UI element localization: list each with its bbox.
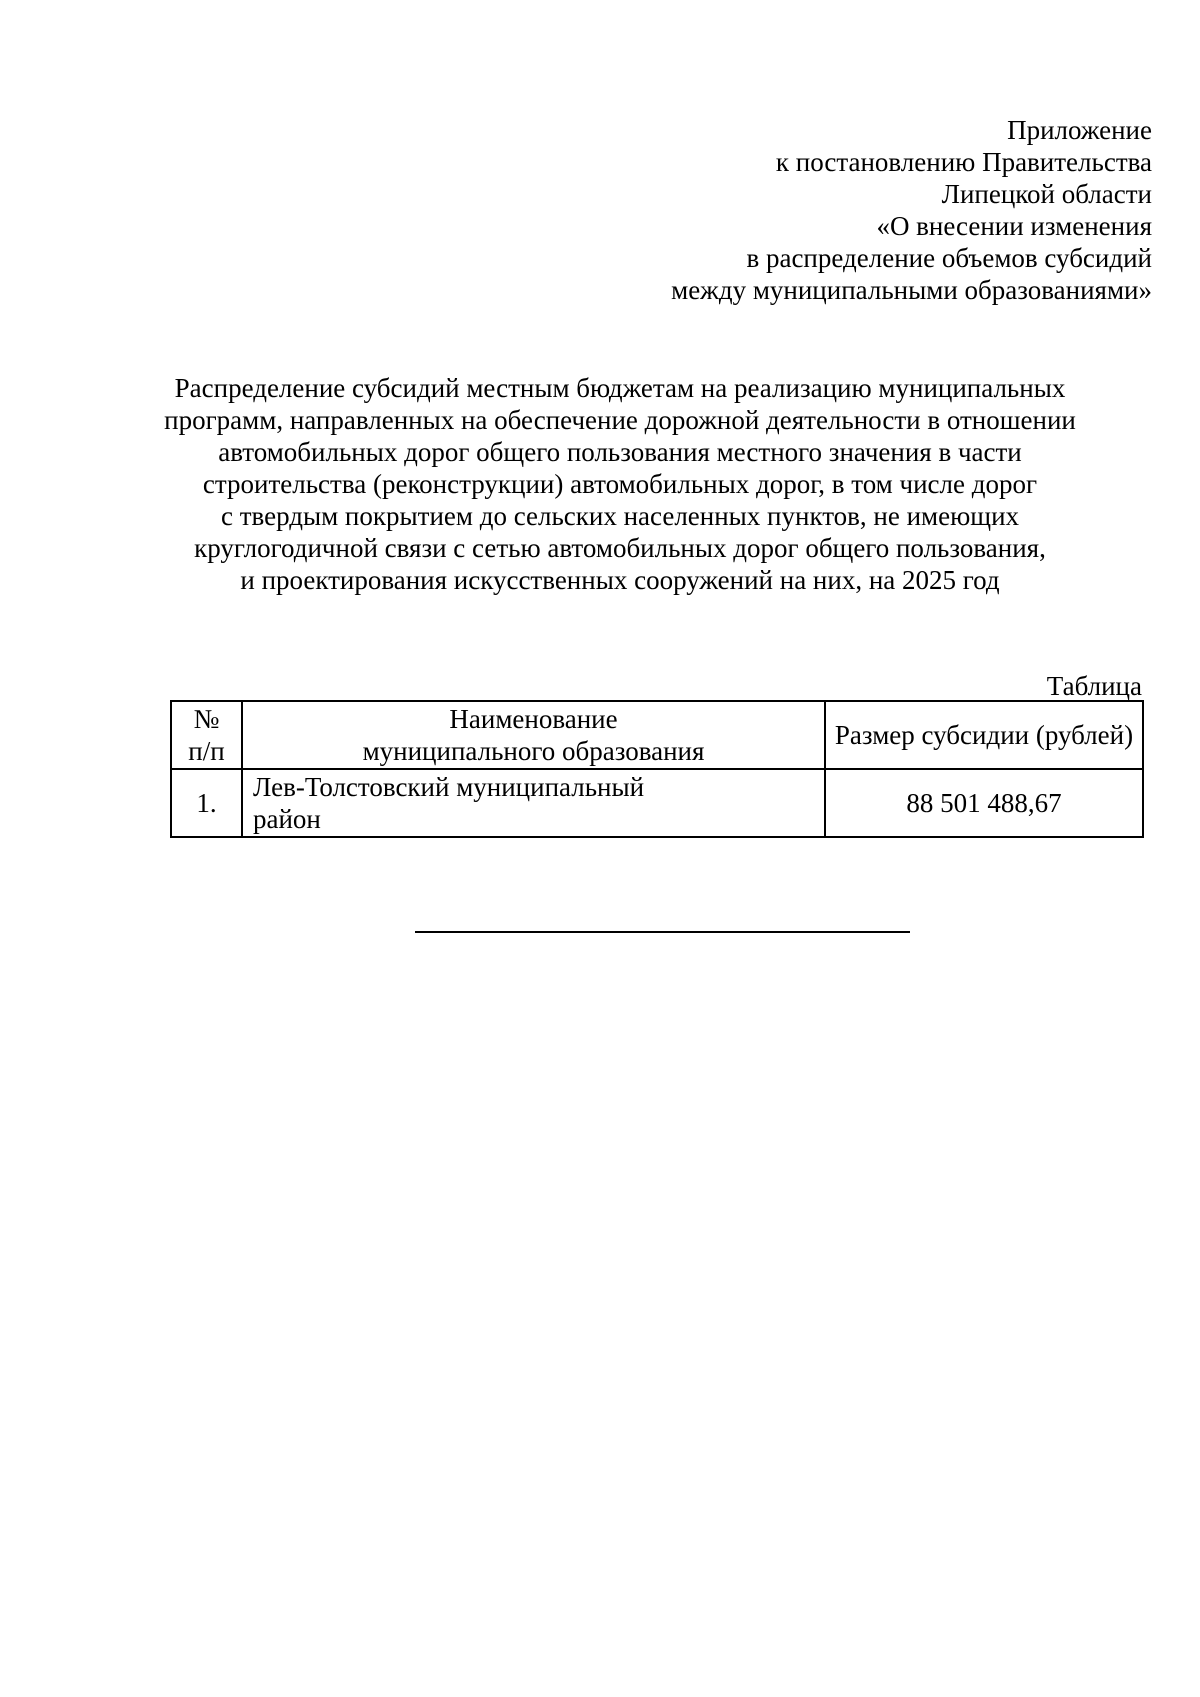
appendix-line: Приложение: [1007, 115, 1152, 145]
header-amount: Размер субсидии (рублей): [825, 701, 1143, 769]
closing-rule: [415, 931, 910, 933]
title-line: программ, направленных на обеспечение дорожной деятельности в отношении: [164, 405, 1076, 435]
row-name-cell: [242, 769, 825, 837]
header-number-symbol: №: [193, 704, 220, 734]
title-line: круглогодичной связи с сетью автомобильных дорог общего пользования,: [194, 533, 1046, 563]
title-line: и проектирования искусственных сооружений на них, на 2025 год: [240, 565, 1000, 595]
header-name-text: Наименование муниципального образования: [362, 704, 705, 766]
header-number-abbr: п/п: [188, 736, 225, 766]
table-label: Таблица: [1046, 671, 1142, 701]
title-line: Распределение субсидий местным бюджетам на реализацию муниципальных: [174, 373, 1066, 403]
title-line: с твердым покрытием до сельских населенных пунктов, не имеющих: [220, 501, 1020, 531]
appendix-line: к постановлению Правительства: [775, 147, 1152, 177]
appendix-line: «О внесении изменения: [876, 211, 1152, 241]
header-name: [242, 701, 825, 769]
row-number: 1.: [171, 769, 242, 837]
title-line: строительства (реконструкции) автомобильных дорог, в том числе дорог: [202, 469, 1038, 499]
appendix-block: [452, 114, 1152, 306]
row-name: Лев-Толстовский муниципальный район: [253, 772, 645, 834]
document-title: [120, 372, 1120, 596]
appendix-line: между муниципальными образованиями»: [671, 275, 1152, 305]
subsidy-table: [170, 700, 1144, 838]
table-row: [171, 769, 1143, 837]
appendix-line: Липецкой области: [941, 179, 1152, 209]
header-number: [171, 701, 242, 769]
appendix-line: в распределение объемов субсидий: [746, 243, 1152, 273]
title-line: автомобильных дорог общего пользования местного значения в части: [218, 437, 1022, 467]
table-header-row: [171, 701, 1143, 769]
row-amount: 88 501 488,67: [825, 769, 1143, 837]
